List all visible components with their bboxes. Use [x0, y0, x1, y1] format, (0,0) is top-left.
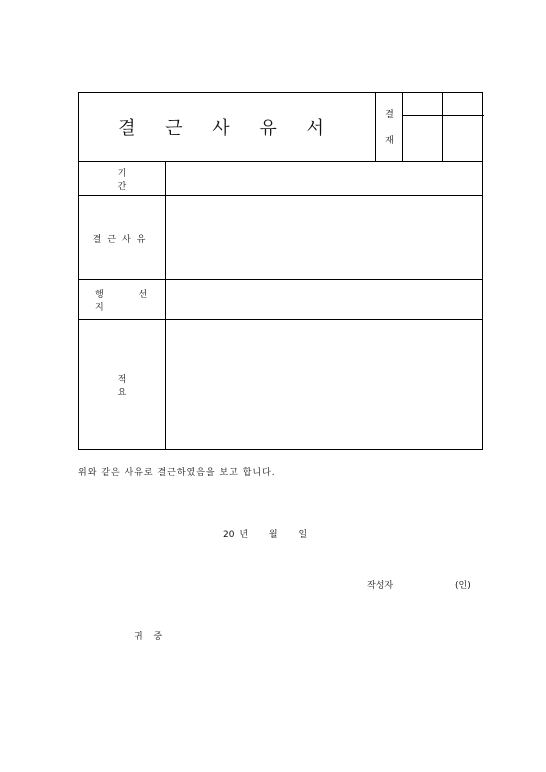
period-label: 기 간	[79, 162, 166, 196]
approval-sign-grid	[403, 93, 484, 161]
approval-label-bottom: 재	[385, 136, 394, 146]
title-row	[79, 93, 482, 161]
recipient-line: 귀 중	[134, 632, 167, 642]
approval-label	[376, 93, 403, 161]
approval-box	[375, 93, 484, 161]
remarks-field[interactable]	[166, 320, 482, 450]
report-statement: 위와 같은 사유로 결근하였음을 보고 합니다.	[78, 468, 276, 478]
approval-label-top: 결	[385, 110, 394, 120]
destination-row	[79, 279, 482, 320]
date-month[interactable]: 월	[268, 530, 278, 540]
approval-title-cell-2[interactable]	[443, 93, 484, 116]
period-row	[79, 161, 482, 196]
reason-row	[79, 195, 482, 280]
destination-field[interactable]	[166, 280, 482, 320]
approval-sign-cell-1[interactable]	[403, 116, 443, 161]
reason-label: 결근사유	[79, 196, 166, 280]
writer-label: 작성자	[367, 581, 394, 591]
date-day[interactable]: 일	[298, 530, 308, 540]
remarks-row	[79, 319, 482, 450]
approval-title-cell-1[interactable]	[403, 93, 443, 116]
form-title: 결 근 사 유 서	[118, 118, 336, 139]
destination-label: 행 선 지	[79, 280, 166, 320]
date-line	[223, 527, 323, 540]
seal-mark: (인)	[455, 581, 471, 591]
period-field[interactable]	[166, 162, 482, 196]
approval-sign-cell-2[interactable]	[443, 116, 484, 161]
reason-field[interactable]	[166, 196, 482, 280]
remarks-label: 적 요	[79, 320, 166, 450]
absence-report-form	[78, 92, 483, 450]
date-year[interactable]: 20 년	[223, 530, 249, 540]
